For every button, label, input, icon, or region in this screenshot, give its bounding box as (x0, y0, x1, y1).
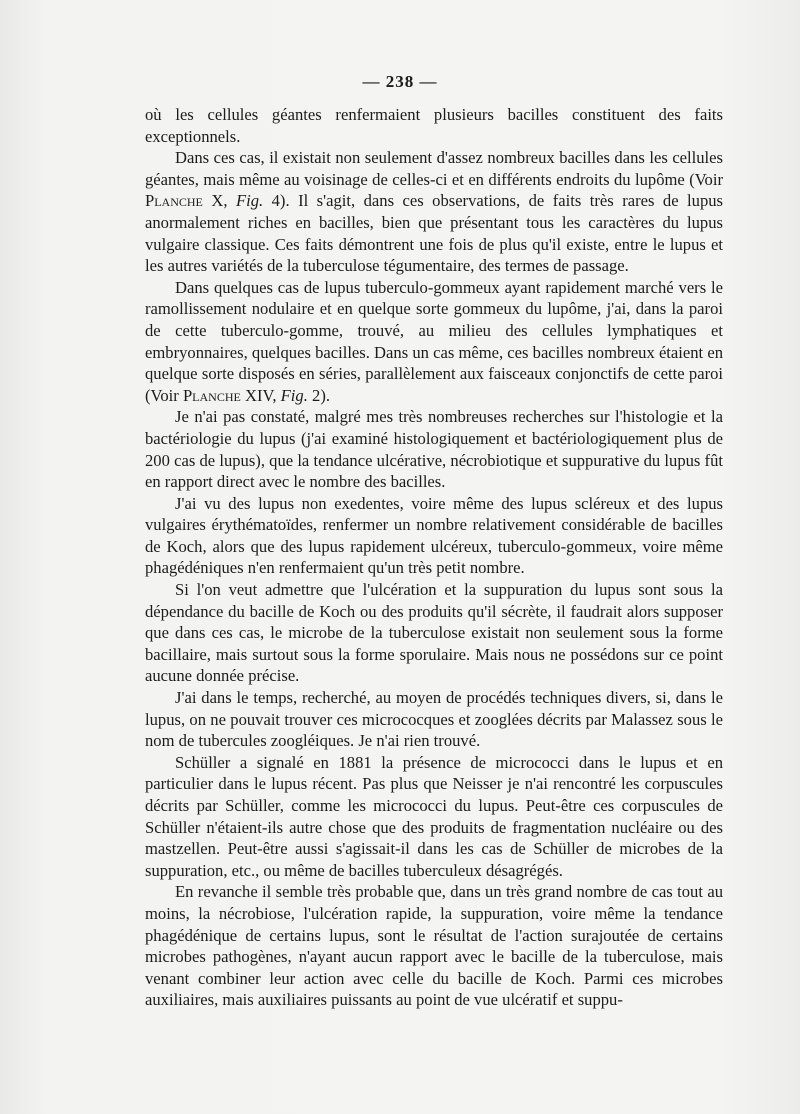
text-run: Dans quelques cas de lupus tuberculo-gommeux ayant rapidement marché vers le ramollissement nodulaire et en quelque sorte gommeux du lupôme, j'ai, dans la paroi de cette tuberculo-gomme, trouvé, au milieu des cellules lymphatiques et embryonnaires, quelques bacilles. Dans un cas même, ces bacilles nombreux étaient en quelque sorte disposés en séries, parallèlement aux faisceaux conjonctifs de cette paroi (Voir (145, 277, 723, 405)
paragraph (145, 579, 723, 687)
paragraph (145, 104, 723, 147)
text-run: XIV, (240, 385, 281, 405)
paragraph (145, 147, 723, 277)
text-run: J'ai dans le temps, recherché, au moyen de procédés techniques divers, si, dans le lupus, on ne pouvait trouver ces micrococques et zooglées décrits par Malassez sous le nom de tubercules zoogléiques. Je n'ai rien trouvé. (145, 688, 723, 751)
text-run: 2). (307, 385, 330, 405)
paragraph (145, 277, 723, 407)
text-run: où les cellules géantes renfermaient plusieurs bacilles constituent des faits exceptionnels. (145, 105, 723, 146)
text-run: En revanche il semble très probable que, dans un très grand nombre de cas tout au moins, la nécrobiose, l'ulcération rapide, la suppuration, voire même la tendance phagédénique de certains lupus, sont le résultat de l'action surajoutée de certains microbes pathogènes, n'ayant aucun rapport avec le bacille de la tuberculose, mais venant combiner leur action avec celle du bacille de Koch. Parmi ces microbes auxiliaires, mais auxiliaires puissants au point de vue ulcératif et suppu- (145, 882, 723, 1010)
paragraph (145, 881, 723, 1011)
paragraph (145, 493, 723, 579)
text-run: Dans ces cas, il existait non seulement d'assez nombreux bacilles dans les cellules géantes, mais même au voisinage de celles-ci et en différents endroits du lupôme (Voir (145, 148, 723, 189)
text-run: Je n'ai pas constaté, malgré mes très nombreuses recherches sur l'histologie et la bactériologie du lupus (j'ai examiné histologiquement et bactériologiquement plus de 200 cas de lupus), que la tendance ulcérative, nécrobiotique et suppurative du lupus fût en rapport direct avec le nombre des bacilles. (145, 407, 723, 492)
body-text (145, 104, 723, 1011)
plate-reference: Planche (182, 385, 241, 405)
text-run: J'ai vu des lupus non exedentes, voire même des lupus scléreux et des lupus vulgaires érythématoïdes, renfermer un nombre relativement considérable de bacilles de Koch, alors que des lupus rapidement ulcéreux, tuberculo-gommeux, voire même phagédéniques n'en renfermaient qu'un très petit nombre. (145, 493, 723, 578)
paragraph (145, 406, 723, 492)
text-run: Si l'on veut admettre que l'ulcération et la suppuration du lupus sont sous la dépendance du bacille de Koch ou des produits qu'il sécrète, il faudrait alors supposer que dans ces cas, le microbe de la tuberculose existait non seulement sous la forme bacillaire, mais surtout sous la forme sporulaire. Mais nous ne possédons sur ce point aucune donnée précise. (145, 580, 723, 686)
text-run: Schüller a signalé en 1881 la présence de micrococci dans le lupus et en particulier dans le lupus récent. Pas plus que Neisser je n'ai rencontré les corpuscules décrits par Schüller, comme les micrococci du lupus. Peut-être ces corpuscules de Schüller n'étaient-ils autre chose que des produits de fragmentation nucléaire ou des mastzellen. Peut-être aussi s'agissait-il dans les cas de Schüller de microbes de la suppuration, etc., ou même de bacilles tuberculeux désagrégés. (145, 752, 723, 880)
plate-reference: Planche (145, 191, 203, 211)
figure-reference: Fig. (235, 191, 264, 211)
paragraph (145, 687, 723, 752)
text-run: 4). Il s'agit, dans ces observations, de faits très rares de lupus anormalement riches en bacilles, bien que présentant tous les caractères du lupus vulgaire classique. Ces faits démontrent une fois de plus qu'il existe, entre le lupus et les autres variétés de la tuberculose tégumentaire, des termes de passage. (145, 191, 723, 276)
paragraph (145, 752, 723, 882)
figure-reference: Fig. (280, 385, 308, 405)
page-number: — 238 — (362, 72, 438, 91)
text-run: X, (202, 191, 236, 211)
